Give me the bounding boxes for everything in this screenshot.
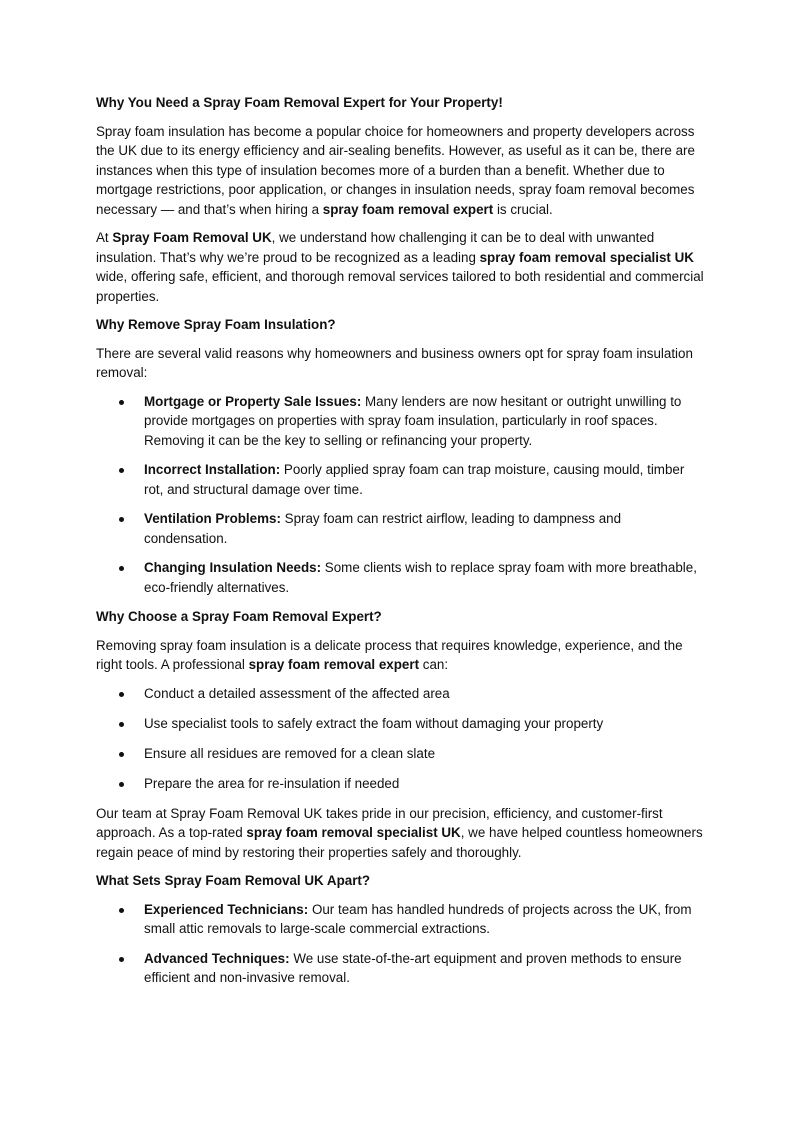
list-item: Prepare the area for re-insulation if needed [96,774,706,794]
list-item-text: Poorly applied spray foam can trap moisture, causing mould, timber rot, and structural damage over time. [144,462,685,497]
section-2-heading: Why Choose a Spray Foam Removal Expert? [96,609,382,624]
section-3-list [96,900,706,988]
section-2-lead [96,636,706,675]
section-2-closing-start: Our team at Spray Foam Removal UK takes pride in our precision, efficiency, and customer-first approach. As a top-rated [96,805,663,840]
document-title: Why You Need a Spray Foam Removal Expert for Your Property! [96,95,503,110]
list-item-label: Incorrect Installation: [144,462,281,477]
intro-p2-bold-2: spray foam removal specialist UK [479,249,694,265]
list-item-text: Our team has handled hundreds of projects across the UK, from small attic removals to large-scale commercial extractions. [144,901,692,936]
list-item [96,509,706,548]
section-2-lead-end: can: [419,657,449,672]
list-item-label: Mortgage or Property Sale Issues: [144,393,362,409]
intro-p1-text: Spray foam insulation has become a popular choice for homeowners and property developers across the UK due to its energy efficiency and air-sealing benefits. However, as useful as it can be, there are instances when this type of insulation becomes more of a burden than a benefit. Whether due to mortgage restrictions, poor application, or changes in insulation needs, spray foam removal becomes necessary — and that’s when hiring a [96,123,695,217]
section-1-list [96,392,706,598]
section-2-lead-start: Removing spray foam insulation is a delicate process that requires knowledge, experience, and the right tools. A professional [96,637,683,672]
section-1-heading: Why Remove Spray Foam Insulation? [96,317,336,332]
list-item-label: Advanced Techniques: [144,950,290,966]
list-item [96,949,706,988]
list-item-text: Many lenders are now hesitant or outright unwilling to provide mortgages on properties with spray foam insulation, particularly in roof spaces. Removing it can be the key to selling or refinancing your property. [144,393,682,448]
list-item-label: Changing Insulation Needs: [144,560,322,575]
list-item [96,392,706,451]
list-item-text: Spray foam can restrict airflow, leading to dampness and condensation. [144,511,622,546]
section-2-lead-bold: spray foam removal expert [248,657,420,672]
list-item-text: Some clients wish to replace spray foam with more breathable, eco-friendly alternatives. [144,560,697,595]
intro-p1-end: is crucial. [493,201,553,217]
list-item-label: Experienced Technicians: [144,901,309,917]
document-page [96,93,706,998]
section-3-heading: What Sets Spray Foam Removal UK Apart? [96,873,371,888]
section-2-list [96,684,706,794]
list-item-label: Ventilation Problems: [144,511,281,526]
intro-p2-mid: , we understand how challenging it can be to deal with unwanted insulation. That’s why we’re proud to be recognized as a leading [96,230,655,265]
list-item-text: We use state-of-the-art equipment and proven methods to ensure efficient and non-invasive removal. [144,950,682,985]
list-item [96,900,706,939]
intro-p2-end: wide, offering safe, efficient, and thorough removal services tailored to both residential and commercial properties. [96,269,704,304]
intro-p2-start: At [96,230,113,245]
intro-p2-bold-1: Spray Foam Removal UK [112,230,272,245]
intro-paragraph-2 [96,228,706,306]
list-item: Ensure all residues are removed for a clean slate [96,744,706,764]
intro-paragraph-1 [96,122,706,220]
section-1-lead: There are several valid reasons why homeowners and business owners opt for spray foam insulation removal: [96,345,693,380]
intro-p1-bold: spray foam removal expert [322,201,494,217]
section-2-closing-bold: spray foam removal specialist UK [246,825,461,840]
list-item [96,460,706,499]
list-item [96,558,706,597]
list-item: Use specialist tools to safely extract the foam without damaging your property [96,714,706,734]
section-2-closing-end: , we have helped countless homeowners regain peace of mind by restoring their properties safely and thoroughly. [96,825,703,860]
list-item: Conduct a detailed assessment of the affected area [96,684,706,704]
section-2-closing [96,804,706,863]
